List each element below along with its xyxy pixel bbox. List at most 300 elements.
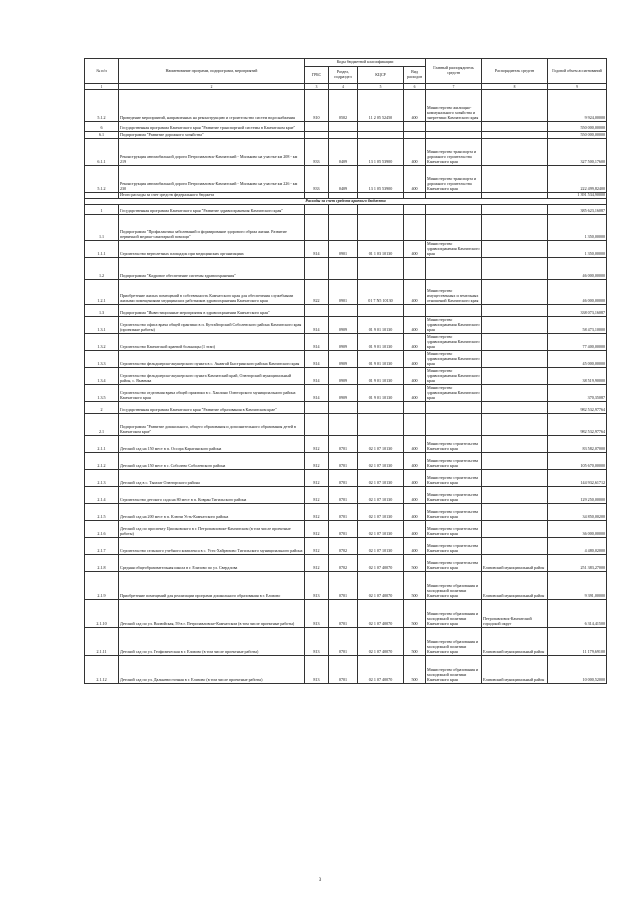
chief-administrator: Министерство образования и молодежной политики Камчатского края bbox=[426, 656, 482, 684]
chief-administrator: Министерство строительства Камчатского края bbox=[426, 470, 482, 487]
vr-code: 400 bbox=[404, 166, 426, 193]
allocation-amount: 982 532,97764 bbox=[548, 402, 607, 414]
grbs-code: 812 bbox=[305, 555, 329, 572]
budget-table bbox=[84, 58, 607, 684]
razdel-code: 0701 bbox=[329, 436, 358, 453]
row-number: 1.3.3 bbox=[85, 351, 119, 368]
recipient bbox=[482, 504, 548, 521]
allocation-amount: 36 000,00000 bbox=[548, 521, 607, 538]
chief-administrator: Министерство строительства Камчатского края bbox=[426, 453, 482, 470]
chief-administrator: Министерство транспорта и дорожного строительства Камчатского края bbox=[426, 139, 482, 166]
table-row bbox=[85, 334, 607, 351]
table-row bbox=[85, 215, 607, 241]
razdel-code bbox=[329, 414, 358, 436]
header-rasp: Главный распорядитель средств bbox=[426, 59, 482, 84]
razdel-code bbox=[329, 305, 358, 317]
grbs-code bbox=[305, 205, 329, 215]
vr-code: 500 bbox=[404, 600, 426, 628]
table-row bbox=[85, 470, 607, 487]
allocation-amount: 83 582,07000 bbox=[548, 436, 607, 453]
table-row bbox=[85, 305, 607, 317]
allocation-amount: 1 391 534,90000 bbox=[548, 193, 607, 199]
grbs-code: 814 bbox=[305, 334, 329, 351]
grbs-code: 833 bbox=[305, 139, 329, 166]
chief-administrator: Министерство здравоохранения Камчатского края bbox=[427, 368, 480, 384]
grbs-code: 813 bbox=[305, 628, 329, 656]
section-caption: Расходы за счет средств краевого бюджета bbox=[85, 199, 607, 205]
vr-code: 400 bbox=[404, 385, 426, 402]
recipient bbox=[482, 521, 548, 538]
grbs-code: 810 bbox=[305, 90, 329, 122]
row-number: 2.1.4 bbox=[85, 487, 119, 504]
budget-rows bbox=[85, 90, 607, 684]
allocation-amount: 327 500,17600 bbox=[548, 139, 607, 166]
row-number: 1.2 bbox=[85, 258, 119, 280]
item-name: Подпрограмма "Развитие дошкольного, общего образования и дополнительного образования детей в Камчатском крае" bbox=[119, 414, 305, 436]
razdel-code: 0901 bbox=[329, 241, 358, 258]
budget-sheet bbox=[84, 58, 606, 684]
item-name: Детский сад по ул. Дальневосточная в г. Елизово (в том числе проектные работы) bbox=[119, 656, 305, 684]
recipient bbox=[482, 436, 548, 453]
vr-code bbox=[404, 305, 426, 317]
row-number: 6 bbox=[85, 122, 119, 132]
razdel-code: 0702 bbox=[329, 538, 358, 555]
grbs-code: 812 bbox=[305, 453, 329, 470]
recipient bbox=[482, 258, 548, 280]
allocation-amount: 982 532,97764 bbox=[548, 414, 607, 436]
vr-code: 400 bbox=[404, 90, 426, 122]
kcsr-code: 01 1 03 10130 bbox=[358, 241, 404, 258]
razdel-code: 0909 bbox=[329, 317, 358, 334]
table-row bbox=[85, 504, 607, 521]
allocation-amount: 58 473,10000 bbox=[548, 317, 607, 334]
recipient bbox=[482, 90, 548, 122]
row-number: 5.1.2 bbox=[85, 166, 119, 193]
row-number: 2.1.6 bbox=[85, 521, 119, 538]
allocation-amount: 385 623,16087 bbox=[548, 205, 607, 215]
header-codes-group: Коды бюджетной классификации bbox=[305, 59, 426, 67]
row-number: 2.1.5 bbox=[85, 504, 119, 521]
recipient bbox=[482, 351, 548, 368]
vr-code bbox=[404, 402, 426, 414]
allocation-amount: 1 350,00000 bbox=[548, 241, 607, 258]
allocation-amount: 105 670,00000 bbox=[548, 453, 607, 470]
razdel-code bbox=[329, 402, 358, 414]
item-name: Детский сад по ул. Вилюйская, 59 в г. Петропавловске-Камчатском (в том числе проектные работы) bbox=[119, 600, 305, 628]
table-row bbox=[85, 132, 607, 139]
row-number: 1.3.4 bbox=[85, 368, 119, 385]
vr-code: 400 bbox=[404, 504, 426, 521]
row-number: 5.1.2 bbox=[85, 90, 119, 122]
vr-code: 500 bbox=[404, 656, 426, 684]
vr-code: 400 bbox=[404, 453, 426, 470]
kcsr-code bbox=[358, 258, 404, 280]
vr-code bbox=[404, 414, 426, 436]
grbs-code: 812 bbox=[305, 470, 329, 487]
recipient bbox=[482, 414, 548, 436]
item-name: Детский сад в с. Тымлат Олюторского района bbox=[119, 470, 305, 487]
vr-code: 400 bbox=[404, 351, 426, 368]
header-num: № п/п bbox=[85, 59, 119, 84]
allocation-amount: 10 000,52000 bbox=[548, 656, 607, 684]
grbs-code: 813 bbox=[305, 656, 329, 684]
kcsr-code: 01 9 01 10130 bbox=[358, 334, 404, 351]
item-name: Подпрограмма "Кадровое обеспечение системы здравоохранения" bbox=[119, 258, 305, 280]
kcsr-code: 02 1 07 40070 bbox=[358, 628, 404, 656]
table-row bbox=[85, 600, 607, 628]
allocation-amount: 550 000,00000 bbox=[548, 122, 607, 132]
recipient bbox=[482, 368, 548, 385]
grbs-code bbox=[305, 122, 329, 132]
grbs-code: 814 bbox=[305, 368, 329, 385]
recipient: Елизовский муниципальный район bbox=[482, 572, 548, 600]
allocation-amount: 34 850,00200 bbox=[548, 504, 607, 521]
razdel-code: 0909 bbox=[329, 351, 358, 368]
grbs-code: 833 bbox=[305, 166, 329, 193]
recipient: Елизовский муниципальный район bbox=[482, 555, 548, 572]
item-name: Средняя общеобразовательная школа в г. Елизово по ул. Свердлова bbox=[119, 555, 305, 572]
grbs-code bbox=[305, 402, 329, 414]
kcsr-code: 02 1 07 40070 bbox=[358, 600, 404, 628]
grbs-code: 814 bbox=[305, 351, 329, 368]
vr-code: 400 bbox=[404, 436, 426, 453]
column-index: 4 bbox=[329, 84, 358, 90]
grbs-code bbox=[305, 132, 329, 139]
chief-administrator bbox=[426, 414, 482, 436]
kcsr-code bbox=[358, 402, 404, 414]
kcsr-code: 01 9 01 10130 bbox=[358, 317, 404, 334]
razdel-code bbox=[329, 122, 358, 132]
table-row bbox=[85, 166, 607, 193]
vr-code: 500 bbox=[404, 628, 426, 656]
table-row bbox=[85, 280, 607, 305]
kcsr-code: 02 1 07 10130 bbox=[358, 538, 404, 555]
page-number: 3 bbox=[318, 878, 322, 883]
razdel-code: 0701 bbox=[329, 572, 358, 600]
item-name: Государственная программа Камчатского края "Развитие здравоохранения Камчатского края" bbox=[119, 205, 305, 215]
grbs-code: 822 bbox=[305, 280, 329, 305]
kcsr-code: 01 7 N5 10130 bbox=[358, 280, 404, 305]
kcsr-code bbox=[358, 122, 404, 132]
razdel-code: 0701 bbox=[329, 504, 358, 521]
header-vr: Вид расходов bbox=[404, 67, 426, 84]
item-name: Детский сад по проспекту Циолковского в г. Петропавловске-Камчатском (в том числе проектные работы) bbox=[119, 521, 305, 538]
item-name: Приобретение жилых помещений в собственность Камчатского края для обеспечения служебными жилыми помещениями медицинских работников здравоохранения Камчатского края bbox=[119, 280, 305, 305]
recipient bbox=[482, 122, 548, 132]
table-row bbox=[85, 436, 607, 453]
row-number: 2.1.8 bbox=[85, 555, 119, 572]
row-number: 1 bbox=[85, 205, 119, 215]
recipient bbox=[482, 205, 548, 215]
allocation-amount: 46 000,00000 bbox=[548, 280, 607, 305]
item-name: Подпрограмма "Инвестиционные мероприятия в здравоохранении Камчатского края" bbox=[119, 305, 305, 317]
chief-administrator: Министерство образования и молодежной политики Камчатского края bbox=[426, 572, 482, 600]
recipient bbox=[482, 241, 548, 258]
recipient bbox=[482, 402, 548, 414]
item-name: Подпрограмма "Развитие дорожного хозяйства" bbox=[119, 132, 305, 139]
header-kcsr: КЦСР bbox=[358, 67, 404, 84]
row-number: 1.1 bbox=[85, 215, 119, 241]
item-name: Государственная программа Камчатского края "Развитие образования в Камчатском крае" bbox=[119, 402, 305, 414]
allocation-amount: 9 391,00000 bbox=[548, 572, 607, 600]
row-number: 2.1.10 bbox=[85, 600, 119, 628]
razdel-code: 0702 bbox=[329, 555, 358, 572]
recipient bbox=[482, 538, 548, 555]
recipient bbox=[482, 280, 548, 305]
allocation-amount: 46 000,00000 bbox=[548, 258, 607, 280]
chief-administrator: Министерство жилищно-коммунального хозяйства и энергетики Камчатского края bbox=[426, 90, 482, 122]
vr-code: 400 bbox=[404, 368, 426, 385]
grbs-code bbox=[305, 258, 329, 280]
row-number: 2.1.11 bbox=[85, 628, 119, 656]
item-name: Приобретение помещений для реализации программ дошкольного образования в г. Елизово bbox=[119, 572, 305, 600]
item-name: Подпрограмма "Профилактика заболеваний и формирование здорового образа жизни. Развитие первичной медико-санитарной помощи" bbox=[119, 215, 305, 241]
allocation-amount: 38 519,90000 bbox=[548, 368, 607, 385]
column-index: 1 bbox=[85, 84, 119, 90]
table-row bbox=[85, 656, 607, 684]
allocation-amount: 338 073,16087 bbox=[548, 305, 607, 317]
row-number: 2.1.7 bbox=[85, 538, 119, 555]
vr-code: 400 bbox=[404, 139, 426, 166]
row-number: 1.3.2 bbox=[85, 334, 119, 351]
kcsr-code: 02 1 07 40070 bbox=[358, 555, 404, 572]
kcsr-code bbox=[358, 414, 404, 436]
vr-code: 400 bbox=[404, 521, 426, 538]
item-name: Строительство фельдшерско-акушерского пункта Камчатский край, Олюторский муниципальный район, с. Вывенка bbox=[119, 368, 305, 385]
table-row bbox=[85, 258, 607, 280]
row-number: 2 bbox=[85, 402, 119, 414]
column-index: 9 bbox=[548, 84, 607, 90]
item-name: Итого расходы за счет средств федерального бюджета bbox=[119, 193, 305, 199]
vr-code: 400 bbox=[404, 538, 426, 555]
vr-code: 500 bbox=[404, 572, 426, 600]
recipient: Петропавловск-Камчатский городской округ bbox=[482, 600, 548, 628]
kcsr-code: 02 1 07 10130 bbox=[358, 487, 404, 504]
recipient bbox=[482, 139, 548, 166]
razdel-code bbox=[329, 132, 358, 139]
header-razdel: Раздел, подраздел bbox=[329, 67, 358, 84]
kcsr-code: 13 1 05 53900 bbox=[358, 166, 404, 193]
recipient bbox=[482, 487, 548, 504]
chief-administrator bbox=[426, 258, 482, 280]
razdel-code: 0701 bbox=[329, 656, 358, 684]
kcsr-code: 01 9 01 10130 bbox=[358, 351, 404, 368]
table-row bbox=[85, 385, 607, 402]
table-row bbox=[85, 402, 607, 414]
razdel-code: 0409 bbox=[329, 166, 358, 193]
recipient bbox=[482, 215, 548, 241]
grbs-code: 814 bbox=[305, 317, 329, 334]
allocation-amount: 9 924,00000 bbox=[548, 90, 607, 122]
column-index: 2 bbox=[119, 84, 305, 90]
kcsr-code bbox=[358, 132, 404, 139]
table-row bbox=[85, 521, 607, 538]
chief-administrator bbox=[426, 215, 482, 241]
table-row bbox=[85, 572, 607, 600]
grbs-code: 813 bbox=[305, 600, 329, 628]
row-number: 1.1.1 bbox=[85, 241, 119, 258]
vr-code: 400 bbox=[404, 470, 426, 487]
vr-code bbox=[404, 205, 426, 215]
kcsr-code bbox=[358, 205, 404, 215]
chief-administrator bbox=[426, 205, 482, 215]
item-name: Детский сад на 150 мест в п. Оссора Карагинского района bbox=[119, 436, 305, 453]
grbs-code: 812 bbox=[305, 538, 329, 555]
row-number: 2.1.2 bbox=[85, 453, 119, 470]
table-row bbox=[85, 122, 607, 132]
grbs-code bbox=[305, 305, 329, 317]
item-name: Строительство офиса врача общей практики в п. Кутгайгорский Соболевского района Камчатского края (проектные работы) bbox=[119, 317, 305, 334]
kcsr-code bbox=[358, 305, 404, 317]
vr-code bbox=[404, 215, 426, 241]
razdel-code: 0409 bbox=[329, 139, 358, 166]
recipient bbox=[482, 385, 548, 402]
razdel-code: 0701 bbox=[329, 521, 358, 538]
column-index: 5 bbox=[358, 84, 404, 90]
kcsr-code: 02 1 07 10130 bbox=[358, 453, 404, 470]
razdel-code: 0909 bbox=[329, 368, 358, 385]
table-row bbox=[85, 205, 607, 215]
row-number: 2.1.9 bbox=[85, 572, 119, 600]
razdel-code: 0701 bbox=[329, 600, 358, 628]
vr-code: 400 bbox=[404, 317, 426, 334]
row-number: 6.1.1 bbox=[85, 139, 119, 166]
chief-administrator: Министерство транспорта и дорожного строительства Камчатского края bbox=[426, 166, 482, 193]
table-row bbox=[85, 453, 607, 470]
item-name: Проведение мероприятий, направленных на реконструкцию и строительство систем водоснабжения bbox=[119, 90, 305, 122]
allocation-amount: 251 383,27000 bbox=[548, 555, 607, 572]
kcsr-code bbox=[358, 215, 404, 241]
chief-administrator: Министерство строительства Камчатского края bbox=[426, 436, 482, 453]
table-row bbox=[85, 351, 607, 368]
item-name: Государственная программа Камчатского края "Развитие транспортной системы в Камчатском крае" bbox=[119, 122, 305, 132]
item-name: Строительство отделения врача общей практики в с. Хаилино Олюторского муниципального района Камчатского края bbox=[119, 385, 305, 402]
chief-administrator: Министерство образования и молодежной политики Камчатского края bbox=[426, 628, 482, 656]
grbs-code: 812 bbox=[305, 521, 329, 538]
header-name: Наименование программ, подпрограмм, мероприятий bbox=[119, 59, 305, 84]
kcsr-code: 02 1 07 10130 bbox=[358, 470, 404, 487]
header-rec: Распорядитель средств bbox=[482, 59, 548, 84]
chief-administrator: Министерство имущественных и земельных отношений Камчатского края bbox=[426, 280, 482, 305]
razdel-code bbox=[329, 215, 358, 241]
allocation-amount: 144 932,61712 bbox=[548, 470, 607, 487]
chief-administrator: Министерство здравоохранения Камчатского края bbox=[427, 241, 480, 257]
column-index: 8 bbox=[482, 84, 548, 90]
row-number: 2.1.3 bbox=[85, 470, 119, 487]
chief-administrator bbox=[426, 402, 482, 414]
row-number: 1.2.1 bbox=[85, 280, 119, 305]
recipient bbox=[482, 317, 548, 334]
chief-administrator: Министерство здравоохранения Камчатского края bbox=[427, 385, 480, 401]
chief-administrator: Министерство здравоохранения Камчатского края bbox=[427, 334, 480, 350]
recipient: Елизовский муниципальный район bbox=[482, 628, 548, 656]
recipient bbox=[482, 453, 548, 470]
vr-code: 400 bbox=[404, 241, 426, 258]
allocation-amount: 77 400,00000 bbox=[548, 334, 607, 351]
recipient bbox=[482, 470, 548, 487]
chief-administrator: Министерство строительства Камчатского края bbox=[426, 538, 482, 555]
razdel-code bbox=[329, 205, 358, 215]
recipient bbox=[482, 334, 548, 351]
item-name: Строительство Камчатской краевой больницы (1 этап) bbox=[119, 334, 305, 351]
item-name: Строительство вертолетных площадок при медицинских организациях bbox=[119, 241, 305, 258]
row-number: 2.1.1 bbox=[85, 436, 119, 453]
allocation-amount: 129 250,00000 bbox=[548, 487, 607, 504]
razdel-code bbox=[329, 258, 358, 280]
vr-code bbox=[404, 258, 426, 280]
chief-administrator: Министерство образования и молодежной политики Камчатского края bbox=[426, 600, 482, 628]
header-grbs: ГРБС bbox=[305, 67, 329, 84]
grbs-code: 813 bbox=[305, 572, 329, 600]
row-number: 2.1.12 bbox=[85, 656, 119, 684]
recipient: Елизовский муниципальный район bbox=[482, 656, 548, 684]
grbs-code: 812 bbox=[305, 504, 329, 521]
column-index: 6 bbox=[404, 84, 426, 90]
table-row bbox=[85, 90, 607, 122]
allocation-amount: 6 314,41500 bbox=[548, 600, 607, 628]
razdel-code: 0909 bbox=[329, 385, 358, 402]
row-number: 2.1 bbox=[85, 414, 119, 436]
kcsr-code: 02 1 07 10130 bbox=[358, 521, 404, 538]
chief-administrator bbox=[426, 132, 482, 139]
kcsr-code: 01 9 01 10130 bbox=[358, 385, 404, 402]
allocation-amount: 1 350,00000 bbox=[548, 215, 607, 241]
allocation-amount: 45 000,00000 bbox=[548, 351, 607, 368]
vr-code: 400 bbox=[404, 334, 426, 351]
vr-code: 500 bbox=[404, 555, 426, 572]
chief-administrator: Министерство строительства Камчатского края bbox=[426, 504, 482, 521]
item-name: Детский сад на 200 мест в п. Ключи Усть-Камчатского района bbox=[119, 504, 305, 521]
razdel-code: 0701 bbox=[329, 628, 358, 656]
kcsr-code: 02 1 07 10130 bbox=[358, 436, 404, 453]
column-index: 7 bbox=[426, 84, 482, 90]
table-row bbox=[85, 555, 607, 572]
vr-code: 400 bbox=[404, 487, 426, 504]
item-name: Строительство детского сада на 80 мест в п. Ковран Тигильского района bbox=[119, 487, 305, 504]
allocation-amount: 550 000,00000 bbox=[548, 132, 607, 139]
kcsr-code: 02 1 07 10130 bbox=[358, 504, 404, 521]
grbs-code: 814 bbox=[305, 241, 329, 258]
table-row bbox=[85, 487, 607, 504]
allocation-amount: 11 179,69100 bbox=[548, 628, 607, 656]
chief-administrator: Министерство строительства Камчатского края bbox=[426, 487, 482, 504]
row-number: 1.3.1 bbox=[85, 317, 119, 334]
grbs-code: 814 bbox=[305, 385, 329, 402]
chief-administrator: Министерство строительства Камчатского края bbox=[426, 521, 482, 538]
item-name: Детский сад по ул. Геофизическая в г. Елизово (в том числе проектные работы) bbox=[119, 628, 305, 656]
razdel-code: 0701 bbox=[329, 470, 358, 487]
chief-administrator: Министерство строительства Камчатского края bbox=[426, 555, 482, 572]
item-name: Детский сад на 150 мест в с. Соболево Соболевского района bbox=[119, 453, 305, 470]
kcsr-code: 02 1 07 40070 bbox=[358, 656, 404, 684]
table-row bbox=[85, 414, 607, 436]
chief-administrator: Министерство здравоохранения Камчатского края bbox=[427, 351, 480, 367]
table-row bbox=[85, 139, 607, 166]
grbs-code: 812 bbox=[305, 436, 329, 453]
razdel-code: 0701 bbox=[329, 487, 358, 504]
vr-code bbox=[404, 122, 426, 132]
vr-code bbox=[404, 132, 426, 139]
header-row-top bbox=[85, 59, 607, 67]
recipient bbox=[482, 132, 548, 139]
row-number: 6.1 bbox=[85, 132, 119, 139]
razdel-code: 0909 bbox=[329, 334, 358, 351]
kcsr-code: 01 9 01 10130 bbox=[358, 368, 404, 385]
recipient bbox=[482, 305, 548, 317]
razdel-code: 0901 bbox=[329, 280, 358, 305]
razdel-code: 0502 bbox=[329, 90, 358, 122]
item-name: Реконструкция автомобильной дороги Петропавловск-Камчатский - Мильково на участке км 208 - км 219 bbox=[119, 139, 305, 166]
